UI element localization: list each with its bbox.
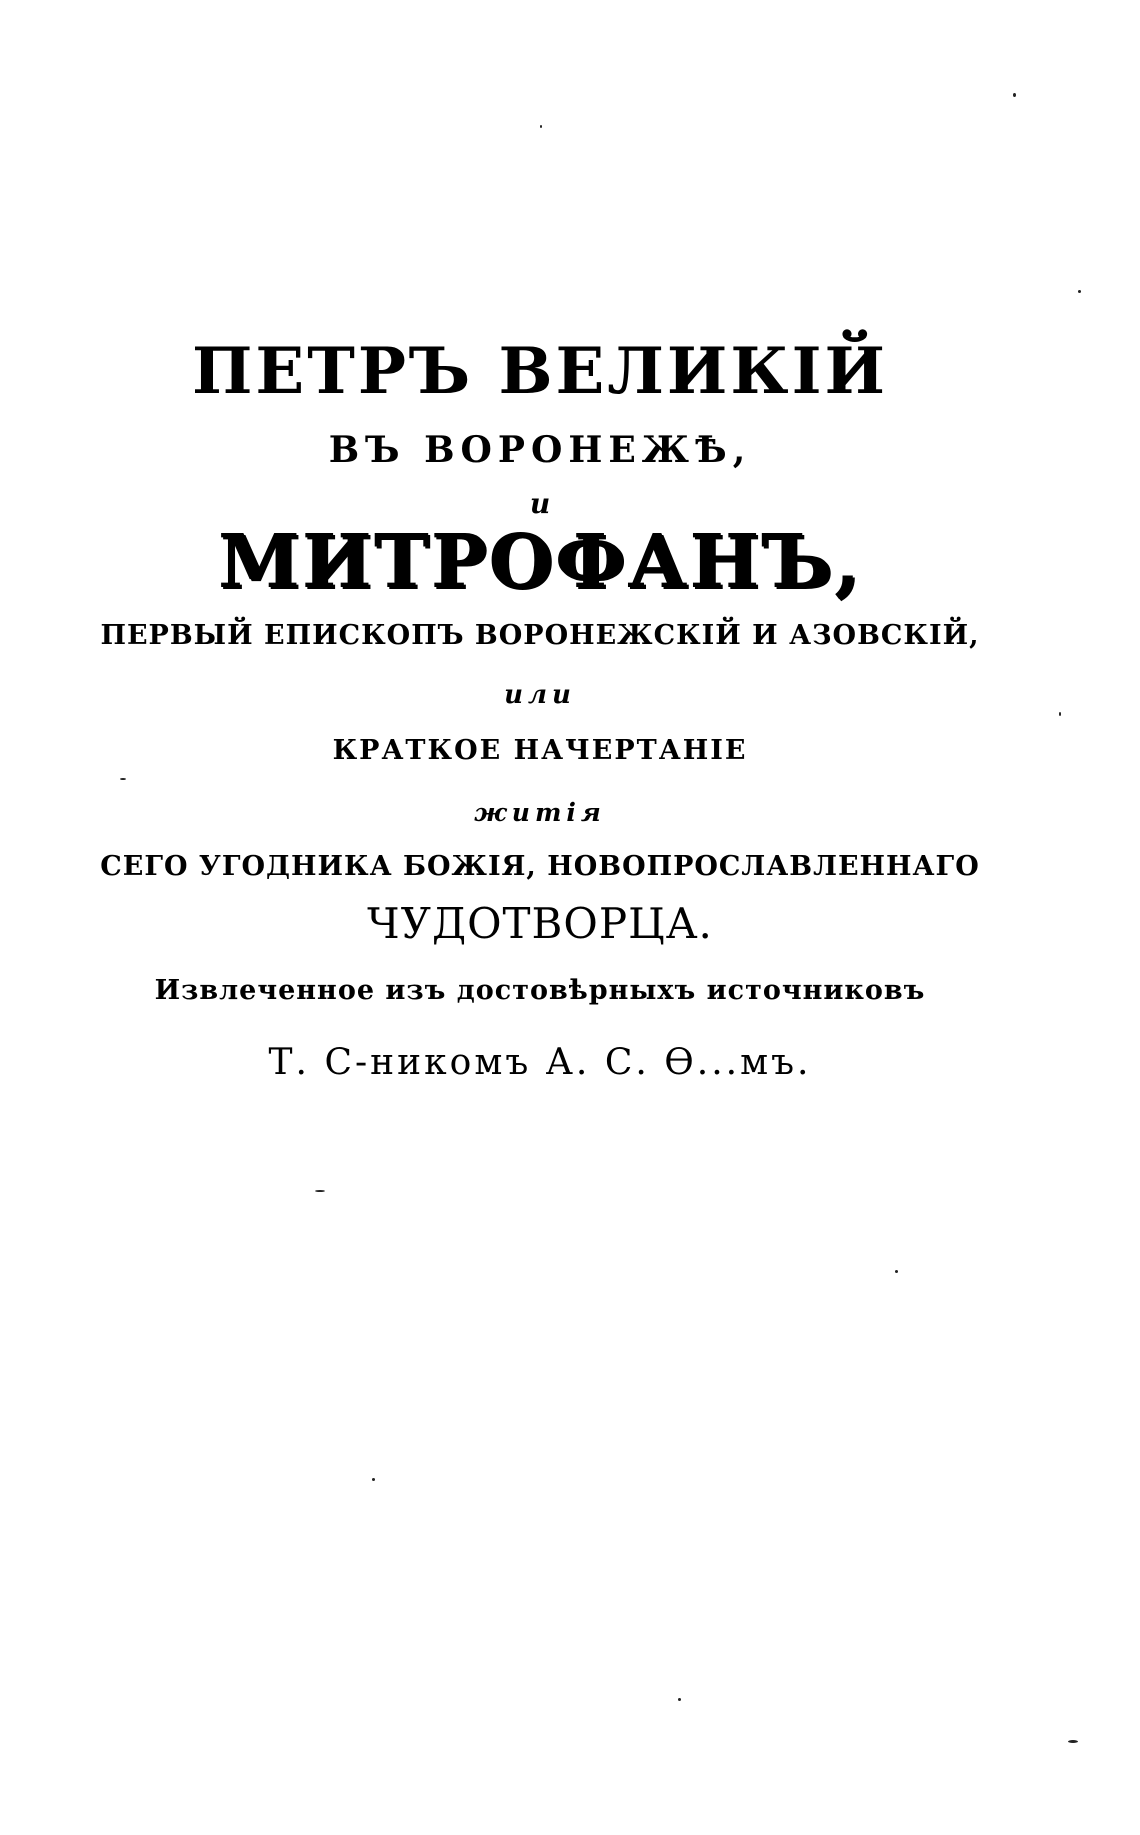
scan-speck	[315, 1190, 325, 1192]
scan-speck	[1013, 93, 1016, 97]
title-life: житія	[474, 798, 606, 827]
scan-speck	[1078, 290, 1081, 293]
scan-speck	[540, 125, 542, 128]
title-author: Т. С-никомъ А. С. Ѳ...мъ.	[268, 1042, 812, 1083]
scan-speck	[1068, 1740, 1078, 1743]
scan-speck	[678, 1698, 681, 1701]
title-brief-outline: КРАТКОЕ НАЧЕРТАНІЕ	[332, 735, 748, 766]
title-main: ПЕТРЪ ВЕЛИКІЙ	[191, 334, 889, 409]
scan-speck	[372, 1478, 375, 1481]
title-bishop-description: ПЕРВЫЙ ЕПИСКОПЪ ВОРОНЕЖСКІЙ И АЗОВСКІЙ,	[100, 620, 980, 651]
scan-speck	[1059, 712, 1061, 716]
scan-speck	[120, 778, 126, 780]
title-second-subject: МИТРОФАНЪ,	[218, 519, 862, 605]
title-subtitle-place: ВЪ ВОРОНЕЖѢ,	[328, 429, 752, 471]
title-wonderworker: ЧУДОТВОРЦА.	[367, 899, 713, 948]
scan-speck	[895, 1270, 898, 1273]
title-source-note: Извлеченное изъ достовѣрныхъ источниковъ	[154, 975, 926, 1006]
title-or: или	[504, 680, 576, 710]
title-saint-description: СЕГО УГОДНИКА БОЖІЯ, НОВОПРОСЛАВЛЕННАГО	[100, 851, 980, 882]
title-conjunction: и	[529, 487, 551, 520]
